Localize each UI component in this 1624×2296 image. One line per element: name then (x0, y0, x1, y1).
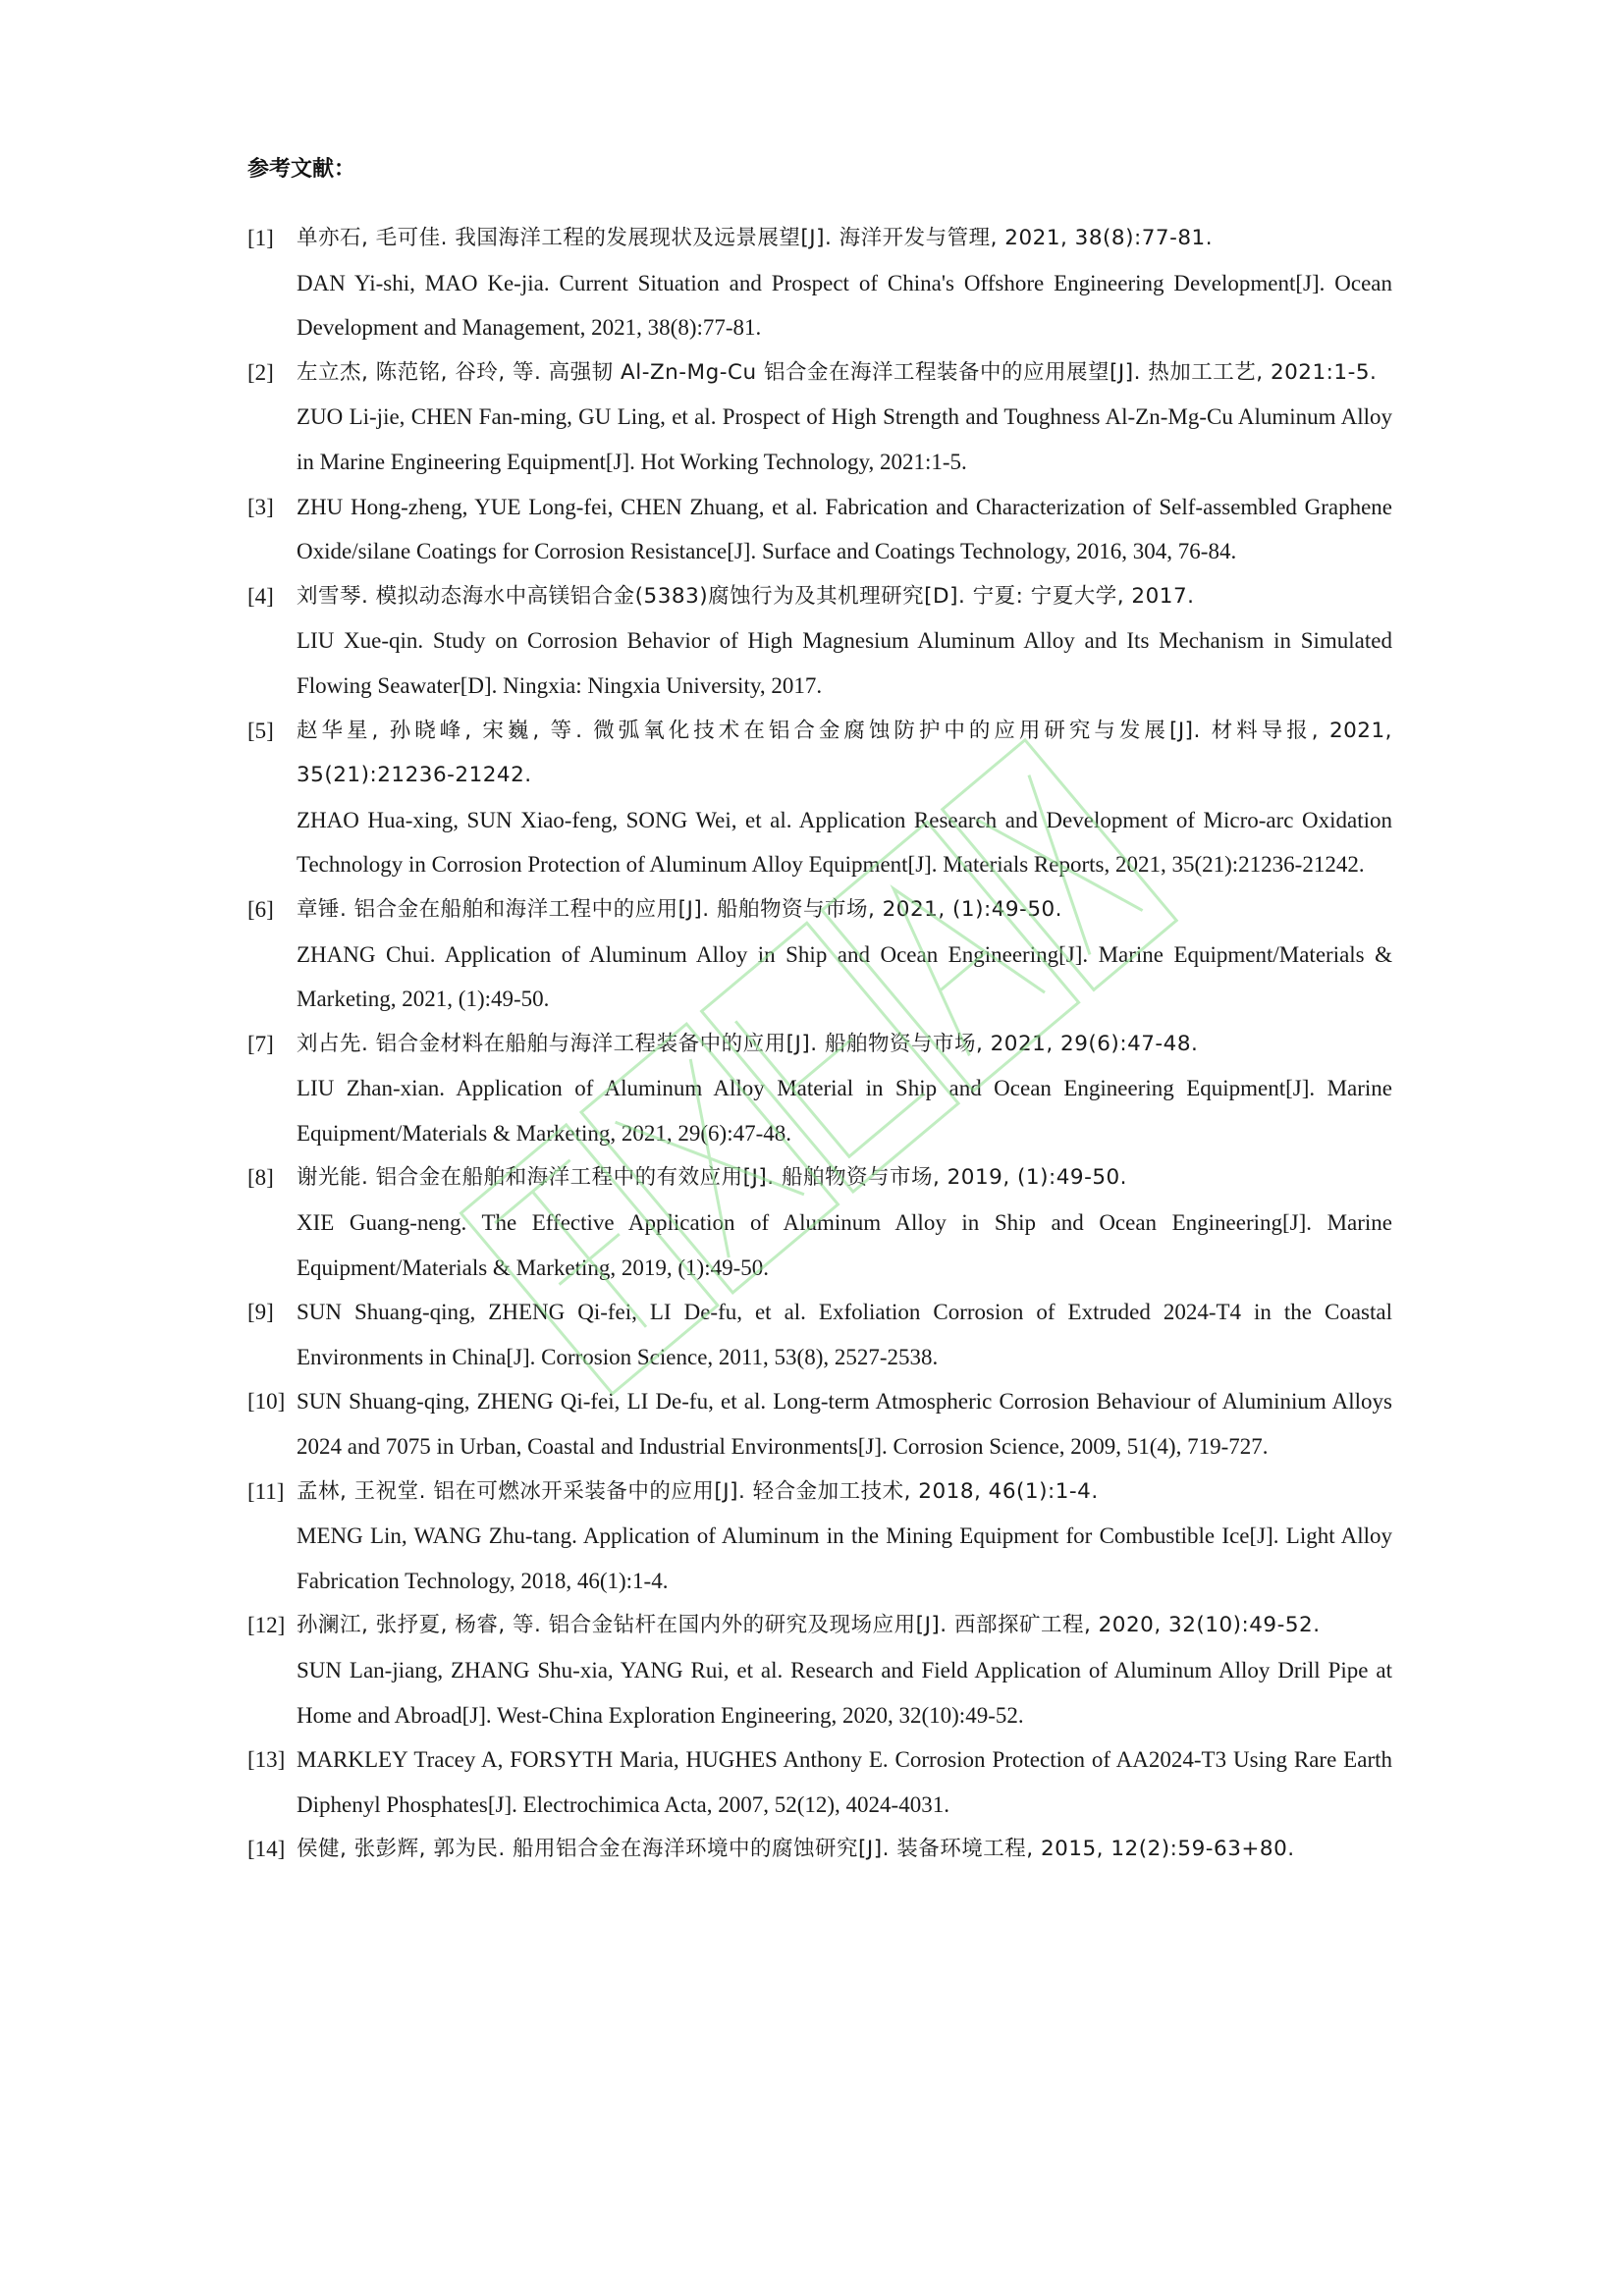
reference-text-english: ZHU Hong-zheng, YUE Long-fei, CHEN Zhuang, et al. Fabrication and Characterization of Self-assembled Graphene Oxide/silane Coatings for Corrosion Resistance[J]. Surface and Coatings Technology, 2016, 304, 76-84. (297, 494, 1392, 564)
reference-text-english: SUN Lan-jiang, ZHANG Shu-xia, YANG Rui, et al. Research and Field Application of Aluminum Alloy Drill Pipe at Home and Abroad[J]. West-China Exploration Engineering, 2020, 32(10):49-52. (297, 1658, 1392, 1728)
reference-item (247, 1155, 1392, 1290)
reference-text-chinese: 孟林, 王祝堂. 铝在可燃冰开采装备中的应用[J]. 轻合金加工技术, 2018, 46(1):1-4. (297, 1478, 1099, 1504)
reference-text-chinese: 赵华星, 孙晓峰, 宋巍, 等. 微弧氧化技术在铝合金腐蚀防护中的应用研究与发展[J]. 材料导报, 2021, 35(21):21236-21242. (297, 718, 1392, 788)
reference-text-english: ZUO Li-jie, CHEN Fan-ming, GU Ling, et al. Prospect of High Strength and Toughness Al-Zn-Mg-Cu Aluminum Alloy in Marine Engineering Equipment[J]. Hot Working Technology, 2021:1-5. (297, 404, 1392, 474)
reference-body (297, 574, 1392, 709)
reference-text-english: ZHAO Hua-xing, SUN Xiao-feng, SONG Wei, et al. Application Research and Development of Micro-arc Oxidation Technology in Corrosion Protection of Aluminum Alloy Equipment[J]. Materials Reports, 2021, 35(21):21236-21242. (297, 807, 1392, 878)
reference-number: [1] (247, 226, 274, 250)
reference-number: [11] (247, 1478, 285, 1504)
reference-item (247, 1469, 1392, 1604)
reference-number: [6] (247, 896, 274, 922)
reference-text-english: ZHANG Chui. Application of Aluminum Alloy in Ship and Ocean Engineering[J]. Marine Equipment/Materials & Marketing, 2021, (1):49-50. (297, 941, 1392, 1012)
reference-item (247, 1737, 1392, 1827)
reference-number: [2] (247, 359, 274, 385)
reference-body (297, 1469, 1392, 1604)
reference-text-english: LIU Xue-qin. Study on Corrosion Behavior of High Magnesium Aluminum Alloy and Its Mechanism in Simulated Flowing Seawater[D]. Ningxia: Ningxia University, 2017. (297, 628, 1392, 698)
reference-item (247, 1379, 1392, 1468)
reference-item (247, 1290, 1392, 1379)
reference-item (247, 709, 1392, 887)
reference-text-english: DAN Yi-shi, MAO Ke-jia. Current Situation and Prospect of China's Offshore Engineering Development[J]. Ocean Development and Management, 2021, 38(8):77-81. (297, 270, 1392, 341)
reference-text-chinese: 侯健, 张彭辉, 郭为民. 船用铝合金在海洋环境中的腐蚀研究[J]. 装备环境工程, 2015, 12(2):59-63+80. (297, 1837, 1295, 1862)
reference-text-english: SUN Shuang-qing, ZHENG Qi-fei, LI De-fu, et al. Long-term Atmospheric Corrosion Behaviour of Aluminium Alloys 2024 and 7075 in Urban, Coastal and Industrial Environments[J]. Corrosion Science, 2009, 51(4), 719-727. (297, 1389, 1392, 1460)
reference-body (297, 1379, 1392, 1468)
reference-body (297, 1827, 1392, 1872)
reference-number: [10] (247, 1389, 286, 1415)
reference-body (297, 1737, 1392, 1827)
reference-item (247, 1022, 1392, 1156)
reference-number: [7] (247, 1031, 274, 1056)
reference-item (247, 350, 1392, 485)
reference-body (297, 1022, 1392, 1156)
reference-number: [14] (247, 1837, 286, 1862)
reference-number: [9] (247, 1300, 274, 1325)
reference-text-chinese: 章锤. 铝合金在船舶和海洋工程中的应用[J]. 船舶物资与市场, 2021, (1):49-50. (297, 896, 1063, 922)
reference-item (247, 574, 1392, 709)
reference-text-english: MARKLEY Tracey A, FORSYTH Maria, HUGHES Anthony E. Corrosion Protection of AA2024-T3 Using Rare Earth Diphenyl Phosphates[J]. Electrochimica Acta, 2007, 52(12), 4024-4031. (297, 1747, 1392, 1817)
reference-text-english: SUN Shuang-qing, ZHENG Qi-fei, LI De-fu, et al. Exfoliation Corrosion of Extruded 2024-T4 in the Coastal Environments in China[J]. Corrosion Science, 2011, 53(8), 2527-2538. (297, 1300, 1392, 1369)
reference-number: [13] (247, 1747, 286, 1773)
reference-body (297, 216, 1392, 350)
reference-body (297, 485, 1392, 574)
reference-text-english: MENG Lin, WANG Zhu-tang. Application of Aluminum in the Mining Equipment for Combustible Ice[J]. Light Alloy Fabrication Technology, 2018, 46(1):1-4. (297, 1523, 1392, 1593)
reference-number: [12] (247, 1613, 286, 1638)
reference-number: [8] (247, 1165, 274, 1191)
reference-item (247, 216, 1392, 350)
reference-text-english: XIE Guang-neng. The Effective Application of Aluminum Alloy in Ship and Ocean Engineering[J]. Marine Equipment/Materials & Marketing, 2019, (1):49-50. (297, 1210, 1392, 1280)
reference-text-chinese: 左立杰, 陈范铭, 谷玲, 等. 高强韧 Al-Zn-Mg-Cu 铝合金在海洋工程装备中的应用展望[J]. 热加工工艺, 2021:1-5. (297, 359, 1378, 385)
reference-list (247, 216, 1392, 1872)
reference-text-chinese: 刘雪琴. 模拟动态海水中高镁铝合金(5383)腐蚀行为及其机理研究[D]. 宁夏: 宁夏大学, 2017. (297, 583, 1195, 609)
reference-number: [4] (247, 583, 274, 609)
reference-body (297, 1290, 1392, 1379)
reference-text-chinese: 单亦石, 毛可佳. 我国海洋工程的发展现状及远景展望[J]. 海洋开发与管理, 2021, 38(8):77-81. (297, 226, 1214, 250)
reference-item (247, 1827, 1392, 1872)
reference-body (297, 1155, 1392, 1290)
reference-body (297, 709, 1392, 887)
reference-text-english: LIU Zhan-xian. Application of Aluminum Alloy Material in Ship and Ocean Engineering Equipment[J]. Marine Equipment/Materials & Marketing, 2021, 29(6):47-48. (297, 1076, 1392, 1146)
reference-item (247, 1603, 1392, 1737)
reference-item (247, 887, 1392, 1022)
reference-number: [5] (247, 718, 274, 743)
reference-body (297, 887, 1392, 1022)
reference-number: [3] (247, 494, 274, 519)
references-heading: 参考文献： (247, 157, 356, 182)
reference-text-chinese: 孙澜江, 张抒夏, 杨睿, 等. 铝合金钻杆在国内外的研究及现场应用[J]. 西部探矿工程, 2020, 32(10):49-52. (297, 1613, 1321, 1638)
reference-body (297, 350, 1392, 485)
reference-text-chinese: 刘占先. 铝合金材料在船舶与海洋工程装备中的应用[J]. 船舶物资与市场, 2021, 29(6):47-48. (297, 1031, 1199, 1056)
reference-item (247, 485, 1392, 574)
reference-text-chinese: 谢光能. 铝合金在船舶和海洋工程中的有效应用[J]. 船舶物资与市场, 2019, (1):49-50. (297, 1165, 1128, 1191)
reference-body (297, 1603, 1392, 1737)
